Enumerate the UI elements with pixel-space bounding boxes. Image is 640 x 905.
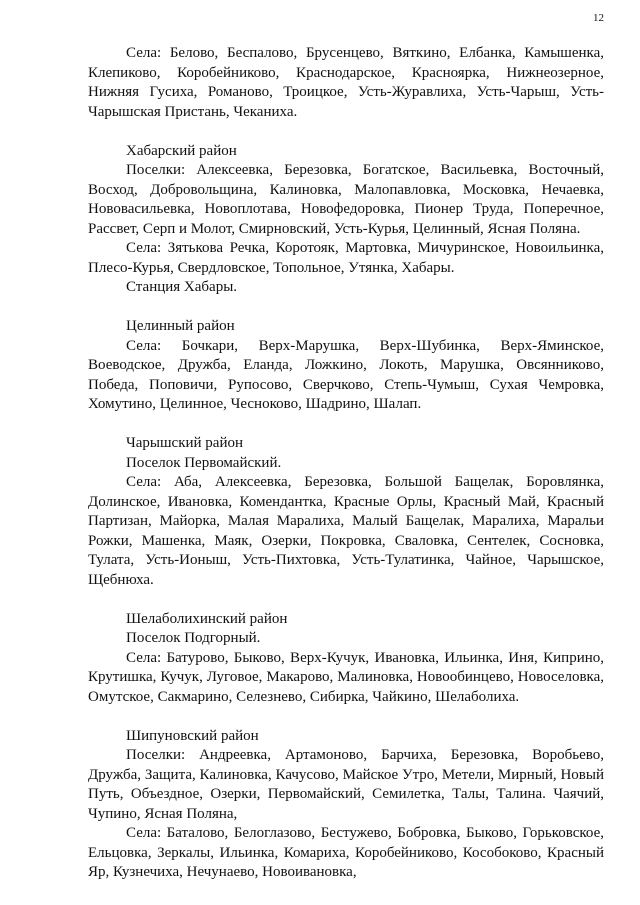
station-paragraph: Станция Хабары.	[126, 279, 238, 295]
section-khabarsky-district	[88, 142, 604, 298]
section-shelabolikhinsky-district	[88, 610, 604, 708]
section-shipunovsky-district	[88, 727, 604, 883]
document-body	[88, 44, 604, 883]
district-heading: Шипуновский район	[126, 727, 259, 744]
settlements-paragraph: Поселки: Андреевка, Артамоново, Барчиха, Березовка, Воробьево, Дружба, Защита, Калиновка, Качусово, Майское Утро, Метели, Мирный, Новый Путь, Объездное, Озерки, Первомайский, Семилетка, Талы, Талина. Чаячий, Чупино, Ясная Поляна,	[88, 747, 604, 822]
section-charyshsky-district	[88, 434, 604, 590]
district-heading: Шелаболихинский район	[126, 610, 288, 627]
section-previous-district-continuation	[88, 44, 604, 122]
villages-paragraph: Села: Батурово, Быково, Верх-Кучук, Ивановка, Ильинка, Иня, Киприно, Крутишка, Кучук, Луговое, Макарово, Малиновка, Новообинцево, Новоселовка, Омутское, Сакмарино, Селезнево, Сибирка, Чайкино, Шелаболиха.	[88, 649, 604, 705]
settlements-paragraph: Поселки: Алексеевка, Березовка, Богатское, Васильевка, Восточный, Восход, Добровольщина, Калиновка, Малопавловка, Московка, Нечаевка, Нововасильевка, Новоплотава, Новофедоровка, Пионер Труда, Поперечное, Рассвет, Серп и Молот, Смирновский, Усть-Курья, Целинный, Ясная Поляна.	[88, 162, 604, 237]
page-number: 12	[593, 12, 604, 24]
villages-paragraph: Села: Зятькова Речка, Коротояк, Мартовка, Мичуринское, Новоильинка, Плесо-Курья, Свердловское, Топольное, Утянка, Хабары.	[88, 240, 604, 276]
district-heading: Чарышский район	[126, 435, 243, 451]
villages-paragraph: Села: Баталово, Белоглазово, Бестужево, Бобровка, Быково, Горьковское, Ельцовка, Зеркалы, Ильинка, Комариха, Коробейниково, Кособоково, Красный Яр, Кузнечиха, Нечунаево, Новоивановка,	[88, 825, 604, 880]
villages-paragraph: Села: Аба, Алексеевка, Березовка, Большой Бащелак, Боровлянка, Долинское, Ивановка, Комендантка, Красные Орлы, Красный Май, Красный Партизан, Майорка, Малая Маралиха, Малый Бащелак, Маралиха, Маральи Рожки, Машенка, Маяк, Озерки, Покровка, Сваловка, Сентелек, Сосновка, Тулата, Усть-Ионыш, Усть-Пихтовка, Усть-Тулатинка, Чайное, Чарышское, Щебнюха.	[88, 474, 604, 588]
villages-paragraph: Села: Бочкари, Верх-Марушка, Верх-Шубинка, Верх-Яминское, Воеводское, Дружба, Еланда, Ложкино, Локоть, Марушка, Овсянниково, Победа, Поповичи, Рупосово, Сверчково, Степь-Чумыш, Сухая Чемровка, Хомутино, Целинное, Чесноково, Шадрино, Шалап.	[88, 337, 604, 412]
villages-paragraph: Села: Белово, Беспалово, Брусенцево, Вяткино, Елбанка, Камышенка, Клепиково, Коробейниково, Краснодарское, Красноярка, Нижнеозерное, Нижняя Гусиха, Романово, Троицкое, Усть-Журавлиха, Усть-Чарыш, Усть-Чарышская Пристань, Чеканиха.	[88, 45, 604, 120]
district-heading: Хабарский район	[126, 142, 237, 159]
district-heading: Целинный район	[126, 318, 235, 334]
settlement-paragraph: Поселок Первомайский.	[126, 454, 282, 471]
section-tselinny-district	[88, 317, 604, 415]
settlement-paragraph: Поселок Подгорный.	[126, 630, 261, 646]
